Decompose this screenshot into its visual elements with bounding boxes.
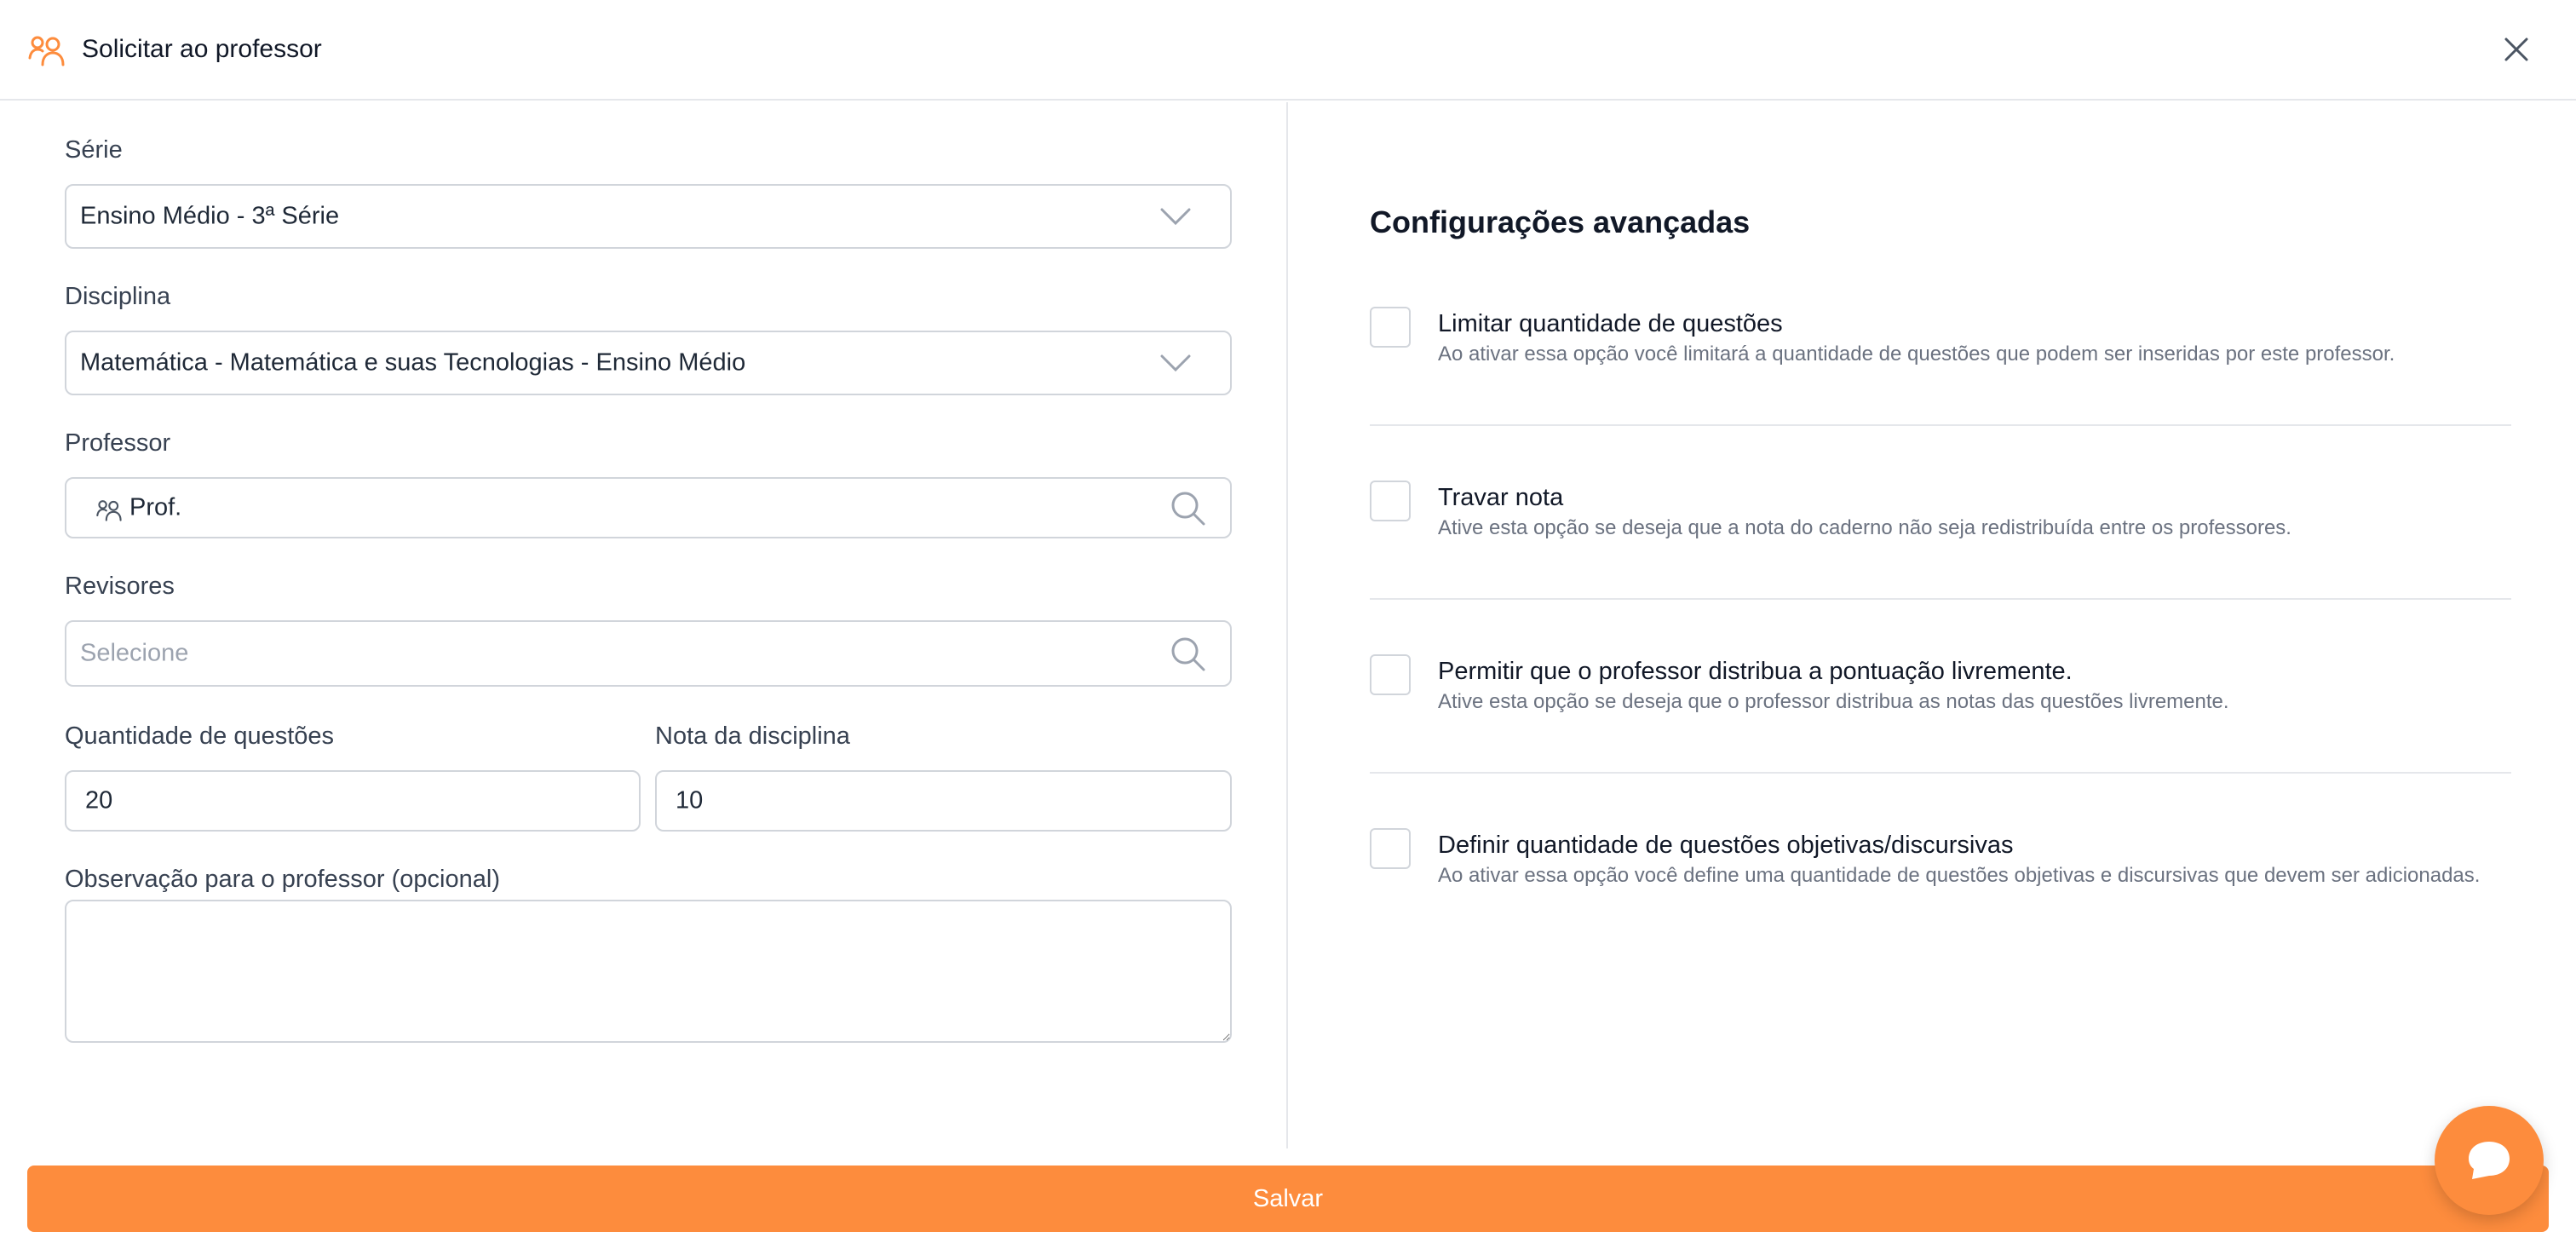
chat-button[interactable] <box>2435 1106 2544 1215</box>
option-limitar-description: Ao ativar essa opção você limitará a quantidade de questões que podem ser inseridas por este professor. <box>1438 342 2395 365</box>
option-divider <box>1370 424 2511 426</box>
chevron-down-icon <box>1160 354 1191 371</box>
disciplina-label: Disciplina <box>65 283 171 310</box>
column-divider <box>1286 102 1288 1148</box>
search-icon[interactable] <box>1169 489 1206 527</box>
option-divider <box>1370 598 2511 600</box>
option-travar-title: Travar nota <box>1438 484 1564 511</box>
option-limitar-checkbox[interactable] <box>1370 307 1411 348</box>
professor-label: Professor <box>65 429 171 457</box>
nota-label: Nota da disciplina <box>655 722 850 750</box>
advanced-settings-title: Configurações avançadas <box>1370 204 1751 239</box>
option-permitir-title: Permitir que o professor distribua a pontuação livremente. <box>1438 658 2073 685</box>
option-definir-title: Definir quantidade de questões objetivas/discursivas <box>1438 832 2014 859</box>
modal-header <box>0 0 2576 101</box>
revisores-label: Revisores <box>65 573 175 600</box>
close-icon[interactable] <box>2499 32 2533 66</box>
quantidade-input[interactable] <box>65 770 641 832</box>
professor-value: Prof. <box>129 493 182 521</box>
serie-label: Série <box>65 136 123 164</box>
chevron-down-icon <box>1160 208 1191 225</box>
modal-title: Solicitar ao professor <box>82 35 322 63</box>
option-limitar-title: Limitar quantidade de questões <box>1438 310 1783 337</box>
quantidade-value: 20 <box>85 786 113 814</box>
disciplina-select[interactable] <box>65 331 1232 395</box>
option-divider <box>1370 772 2511 774</box>
nota-input[interactable] <box>655 770 1232 832</box>
serie-value: Ensino Médio - 3ª Série <box>80 202 340 230</box>
serie-select[interactable] <box>65 184 1232 249</box>
option-travar-description: Ative esta opção se deseja que a nota do caderno não seja redistribuída entre os professores. <box>1438 516 2291 539</box>
quantidade-label: Quantidade de questões <box>65 722 335 750</box>
disciplina-value: Matemática - Matemática e suas Tecnologias - Ensino Médio <box>80 348 746 377</box>
users-icon <box>95 498 124 521</box>
option-definir-description: Ao ativar essa opção você define uma quantidade de questões objetivas e discursivas que devem ser adicionadas. <box>1438 864 2481 887</box>
option-permitir-checkbox[interactable] <box>1370 654 1411 695</box>
option-travar-checkbox[interactable] <box>1370 481 1411 521</box>
observacao-label: Observação para o professor (opcional) <box>65 866 500 893</box>
users-icon <box>27 32 68 66</box>
revisores-placeholder: Selecione <box>80 639 189 667</box>
observacao-textarea[interactable] <box>65 900 1232 1043</box>
professor-search-field[interactable] <box>65 477 1232 538</box>
revisores-search-field[interactable] <box>65 620 1232 687</box>
search-icon[interactable] <box>1169 635 1206 672</box>
option-permitir-description: Ative esta opção se deseja que o professor distribua as notas das questões livremente. <box>1438 690 2229 713</box>
chat-bubble-icon <box>2467 1140 2511 1181</box>
nota-value: 10 <box>676 786 704 814</box>
save-button[interactable]: Salvar <box>27 1166 2549 1232</box>
option-definir-checkbox[interactable] <box>1370 828 1411 869</box>
